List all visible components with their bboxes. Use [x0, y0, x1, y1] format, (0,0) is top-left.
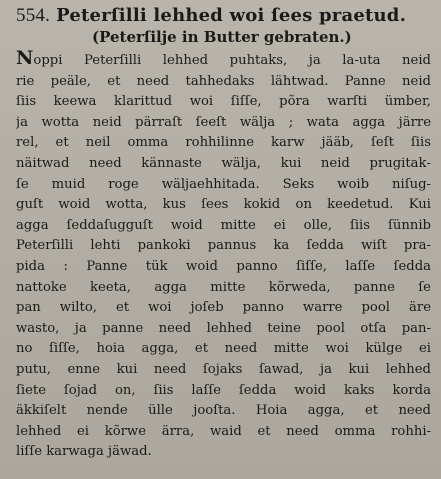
- recipe-title: Peterſilli lehhed woi ſees praetud.: [56, 5, 407, 26]
- text-line: ſiis keewa klarittud woi ſiſſe, põra warſti ümber,: [16, 94, 431, 110]
- text-line: rel, et neil omma rohhilinne karw jääb, ſeſt ſiis: [16, 135, 431, 151]
- text-line: wasto, ja panne need lehhed teine pool otſa pan‑: [16, 320, 431, 336]
- text-line: putu, enne kui need ſojaks ſawad, ja kui lehhed: [16, 361, 431, 377]
- text-line-content: oppi Peterſilli lehhed puhtaks, ja la‑uta neid: [33, 53, 431, 68]
- text-line: [16, 50, 431, 72]
- text-line: guſt woid wotta, kus ſees kokid on keedetud. Kui: [16, 197, 431, 213]
- text-line: no ſiſſe, hoia agga, et need mitte woi külge ei: [16, 341, 431, 357]
- text-line: rie peäle, et need tahhedaks lähtwad. Panne neid: [16, 73, 431, 89]
- text-line: näitwad need kännaste wälja, kui neid prugitak‑: [16, 155, 431, 171]
- text-line: Peterſilli lehti pankoki pannus ka ſedda wiſt pra‑: [16, 238, 431, 254]
- text-line: liſſe karwaga jäwad.: [16, 444, 152, 460]
- text-line: agga ſeddaſugguſt woid mitte ei olle, ſiis ſünnib: [16, 217, 431, 233]
- text-line: äkkiſelt nende ülle jooſta. Hoia agga, et need: [16, 403, 431, 419]
- initial-letter: N: [16, 50, 34, 69]
- text-line: ſiete ſojad on, ſiis laſſe ſedda woid kaks korda: [16, 382, 431, 398]
- text-line: nattoke keeta, agga mitte kõrweda, panne ſe: [16, 279, 431, 295]
- text-line: pan wilto, et woi joſeb panno warre pool äre: [16, 300, 431, 316]
- text-line: ſe muid roge wäljaehhitada. Seks woib niſug‑: [16, 176, 431, 192]
- recipe-heading: [16, 6, 431, 26]
- text-line: ja wotta neid pärraſt ſeeſt wälja ; wata agga järre: [16, 114, 431, 130]
- text-line: lehhed ei kõrwe ärra, waid et need omma rohhi‑: [16, 423, 431, 439]
- text-line: pida : Panne tük woid panno ſiſſe, laſſe ſedda: [16, 258, 431, 274]
- recipe-subtitle: (Peterſilje in Butter gebraten.): [92, 28, 352, 46]
- recipe-number: 554.: [16, 5, 51, 26]
- recipe-text: [16, 50, 431, 463]
